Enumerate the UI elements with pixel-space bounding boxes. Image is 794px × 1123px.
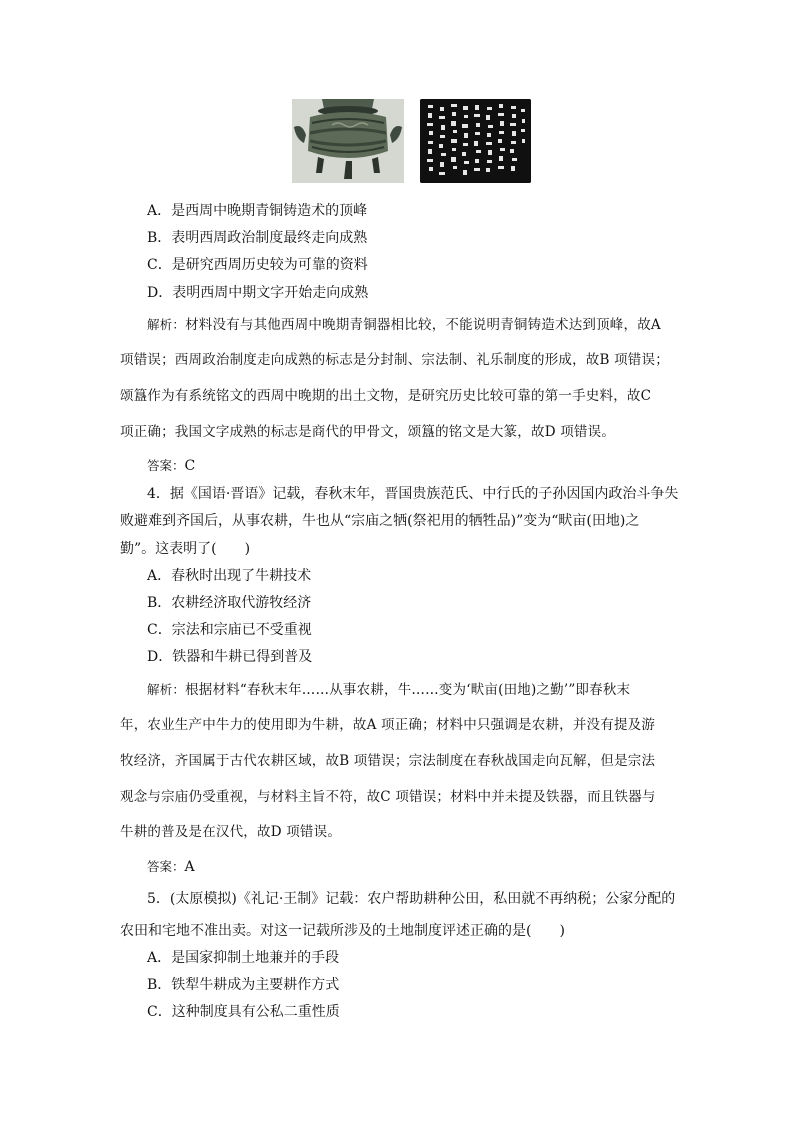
q4-stem-line-2: 败避难到齐国后，从事农耕，牛也从“宗庙之牺(祭祀用的牺牲品)”变为“畎亩(田地)之: [120, 513, 640, 529]
q5-option-c: C．这种制度具有公私二重性质: [147, 1004, 340, 1020]
q3-analysis-label: 解析：: [147, 317, 186, 332]
q5-option-b: B．铁犁牛耕成为主要耕作方式: [147, 977, 340, 993]
q3-option-c: C．是研究西周历史较为可靠的资料: [147, 257, 368, 273]
figure-row: [0, 99, 794, 183]
q5-stem-line-2: 农田和宅地不准出卖。对这一记载所涉及的土地制度评述正确的是( ): [120, 923, 565, 939]
q5-option-a: A．是国家抑制土地兼并的手段: [147, 950, 340, 966]
q4-answer: [147, 858, 195, 876]
q4-option-d: D．铁器和牛耕已得到普及: [147, 649, 313, 665]
inscription-rubbing-image: [420, 99, 531, 183]
q4-option-b: B．农耕经济取代游牧经济: [147, 595, 312, 611]
q3-analysis-line-3: 颂簋作为有系统铭文的西周中晚期的出土文物，是研究历史比较可靠的第一手史料，故C: [120, 388, 652, 404]
q5-stem-line-1: 5．(太原模拟)《礼记·王制》记载：农户帮助耕种公田，私田就不再纳税；公家分配的: [147, 891, 676, 907]
q3-answer: [147, 457, 195, 475]
q4-answer-label: 答案：: [147, 859, 185, 874]
q3-analysis-line-1: [147, 316, 661, 334]
q4-analysis-line-4: 观念与宗庙仍受重视，与材料主旨不符，故C 项错误；材料中并未提及铁器，而且铁器与: [120, 789, 656, 805]
q3-option-b: B．表明西周政治制度最终走向成熟: [147, 230, 368, 246]
q3-answer-label: 答案：: [147, 458, 185, 473]
q4-analysis-text-1: 根据材料“春秋末年……从事农耕，牛……变为‘畎亩(田地)之勤’”即春秋末: [185, 682, 631, 698]
q4-analysis-line-5: 牛耕的普及是在汉代，故D 项错误。: [120, 824, 342, 840]
q4-option-c: C．宗法和宗庙已不受重视: [147, 622, 312, 638]
bronze-vessel-image: [292, 99, 404, 183]
q4-analysis-line-3: 牧经济，齐国属于古代农耕区域，故B 项错误；宗法制度在春秋战国走向瓦解，但是宗法: [120, 753, 656, 769]
q3-analysis-line-4: 项正确；我国文字成熟的标志是商代的甲骨文，颂簋的铭文是大篆，故D 项错误。: [120, 424, 616, 440]
q4-stem-line-3: 勤”。这表明了( ): [120, 541, 251, 557]
q3-option-a: A．是西周中晚期青铜铸造术的顶峰: [147, 203, 368, 219]
q4-answer-value: A: [184, 859, 195, 875]
q4-option-a: A．春秋时出现了牛耕技术: [147, 568, 312, 584]
q3-analysis-text-1: 材料没有与其他西周中晚期青铜器相比较，不能说明青铜铸造术达到顶峰，故A: [185, 317, 661, 333]
q3-option-d: D．表明西周中期文字开始走向成熟: [147, 285, 369, 301]
q4-analysis-label: 解析：: [147, 682, 186, 697]
q4-stem-line-1: 4．据《国语·晋语》记载，春秋末年，晋国贵族范氏、中行氏的子孙因国内政治斗争失: [147, 486, 679, 502]
q4-analysis-line-2: 年，农业生产中牛力的使用即为牛耕，故A 项正确；材料中只强调是农耕，并没有提及游: [120, 717, 656, 733]
q3-answer-value: C: [184, 458, 196, 474]
q4-analysis-line-1: [147, 681, 630, 699]
q3-analysis-line-2: 项错误；西周政治制度走向成熟的标志是分封制、宗法制、礼乐制度的形成，故B 项错误；: [120, 352, 669, 368]
